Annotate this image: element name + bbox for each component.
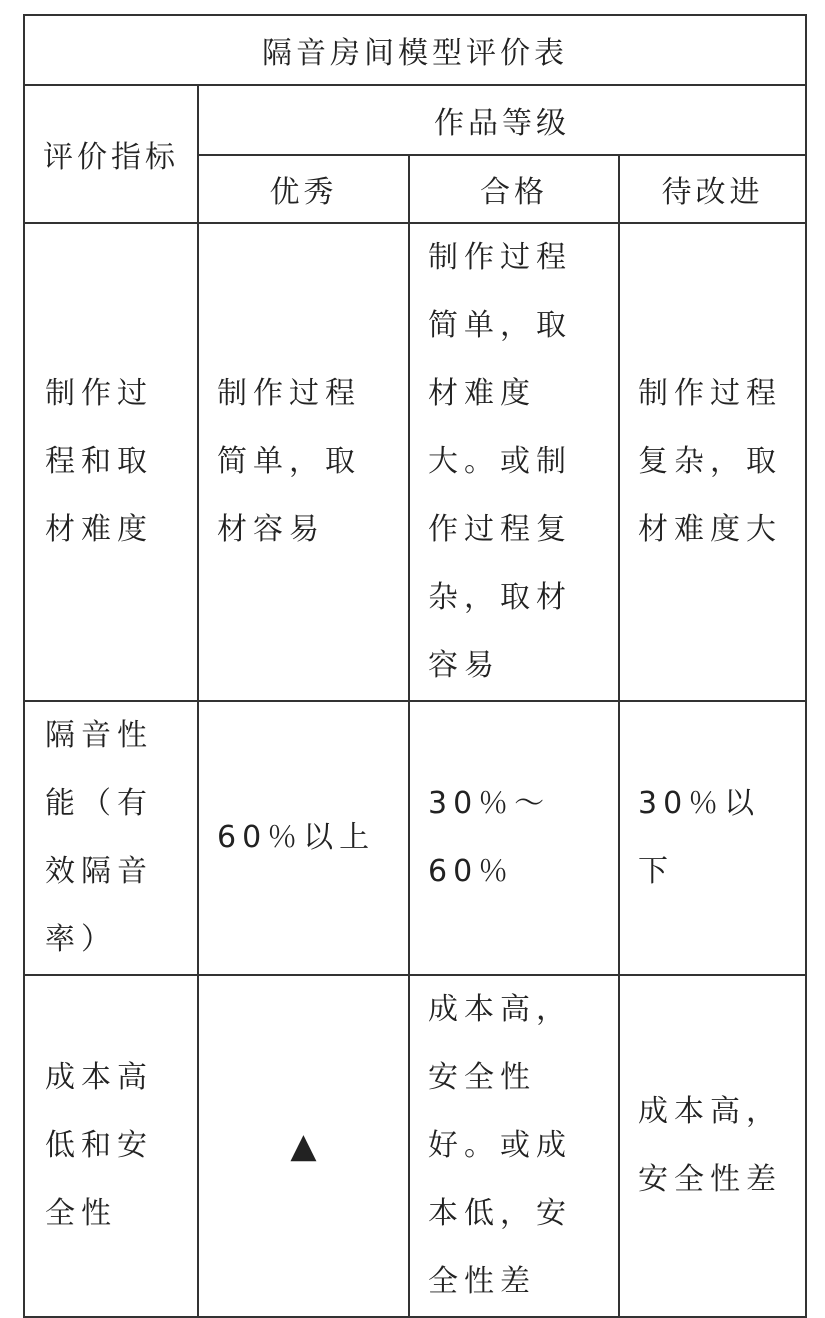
indicator-header: 评价指标 bbox=[24, 85, 198, 223]
grade-qualified-header: 合格 bbox=[409, 155, 619, 223]
cell-excellent: 制作过程简单，取材容易 bbox=[198, 223, 409, 701]
grade-header: 作品等级 bbox=[198, 85, 806, 155]
cell-qualified: 制作过程简单，取材难度大。或制作过程复杂，取材容易 bbox=[409, 223, 619, 701]
cell-qualified: 30％～60％ bbox=[409, 701, 619, 975]
cell-improve: 制作过程复杂，取材难度大 bbox=[619, 223, 806, 701]
indicator-cost-safety: 成本高低和安全性 bbox=[24, 975, 198, 1317]
cell-improve: 30％以下 bbox=[619, 701, 806, 975]
cell-excellent: 60％以上 bbox=[198, 701, 409, 975]
evaluation-table bbox=[23, 14, 807, 1318]
cell-improve: 成本高，安全性差 bbox=[619, 975, 806, 1317]
cell-qualified: 成本高，安全性好。或成本低，安全性差 bbox=[409, 975, 619, 1317]
table-title: 隔音房间模型评价表 bbox=[24, 15, 806, 85]
indicator-soundproof: 隔音性能（有效隔音率） bbox=[24, 701, 198, 975]
grade-excellent-header: 优秀 bbox=[198, 155, 409, 223]
grade-improve-header: 待改进 bbox=[619, 155, 806, 223]
indicator-process: 制作过程和取材难度 bbox=[24, 223, 198, 701]
table-row bbox=[24, 223, 806, 701]
table-row bbox=[24, 975, 806, 1317]
table-row bbox=[24, 701, 806, 975]
blank-triangle-marker: ▲ bbox=[198, 975, 409, 1317]
